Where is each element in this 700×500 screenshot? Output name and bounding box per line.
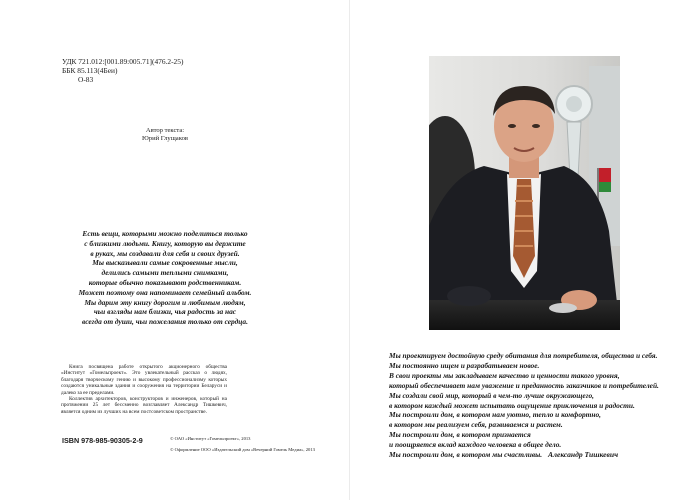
- epigraph-line: которые обычно показывают родственникам.: [88, 277, 242, 287]
- isbn: ISBN 978-985-90305-2-9: [62, 436, 143, 445]
- epigraph-line: делились самыми теплыми снимками,: [101, 268, 229, 278]
- epigraph-line: Мы высказывали самые сокровенные мысли,: [92, 258, 238, 268]
- copyright-line: © ОАО «Институт «Гомельпроект», 2013: [170, 436, 251, 441]
- annotation-paragraph: Коллектив архитекторов, конструкторов и инженеров, который на протяжении 25 лет бессменно возглавляет Александр Тишкевич, является одним из лучших на всем постсоветском пространстве.: [61, 396, 227, 415]
- mission-statement: [389, 351, 689, 460]
- quote-line: Мы построили дом, в котором признается: [389, 430, 531, 440]
- epigraph-line: с близкими людьми. Книгу, которую вы держите: [84, 238, 246, 248]
- bbk-code: ББК 85.113(4Беи): [62, 66, 118, 75]
- portrait-illustration: [429, 56, 620, 330]
- epigraph-line: Может поэтому она напоминает семейный альбом.: [78, 287, 252, 297]
- copyright-line: © Оформление ООО «Издательский дом «Вечерний Гомель Медиа», 2013: [170, 447, 315, 452]
- signature: Александр Тишкевич: [548, 450, 619, 459]
- author-name: Юрий Глущаков: [142, 135, 188, 143]
- quote-line: и поощряется вклад каждого человека в общее дело.: [389, 440, 562, 450]
- portrait-photo: [429, 56, 620, 330]
- epigraph: [60, 229, 270, 327]
- author-label: Автор текста:: [145, 127, 185, 134]
- epigraph-line: чьи взгляды нам близки, чья радость за нас: [93, 307, 237, 317]
- udc-code: УДК 721.012:[001.89:005.71](476.2-25): [62, 57, 184, 66]
- quote-line: Мы создали свой мир, который в чем-то лучше окружающего,: [389, 390, 594, 400]
- epigraph-line: Есть вещи, которыми можно поделиться только: [82, 229, 248, 238]
- catalog-codes: [62, 57, 183, 84]
- quote-line: Мы проектируем достойную среду обитания для потребителя, общества и себя.: [389, 351, 658, 360]
- annotation-paragraph: Книга посвящена работе открытого акционерного общества «Институт «Гомельпроект». Это увлекательный рассказ о людях, благодаря творческому гению и высокому профессионализму которых создаются уникальные здания и сооружения на территории Беларуси и далеко за ее пределами.: [61, 364, 227, 396]
- author-code: О-83: [78, 75, 94, 84]
- quote-line: в котором каждый может испытать ощущение приключения и радости.: [389, 400, 635, 410]
- epigraph-line: в руках, мы создавали для себя и своих друзей.: [90, 248, 240, 258]
- quote-line: В свои проекты мы закладываем качество и ценности такого уровня,: [389, 370, 620, 380]
- quote-line: Мы построили дом, в котором мы счастливы.: [389, 450, 543, 460]
- quote-line: Мы постоянно ищем и разрабатываем новое.: [389, 360, 540, 370]
- quote-line: Мы построили дом, в котором нам уютно, тепло и комфортно,: [389, 410, 602, 420]
- author-credit: [105, 127, 225, 144]
- epigraph-line: всегда от души, чьи пожелания только от сердца.: [82, 317, 248, 327]
- quote-line: в котором мы реализуем себя, развиваемся и растем.: [389, 420, 563, 430]
- book-annotation: [61, 364, 227, 415]
- epigraph-line: Мы дарим эту книгу дорогим и любимым людям,: [84, 297, 246, 307]
- quote-line: который обеспечивает нам уважение и преданность заказчиков и потребителей.: [389, 380, 659, 390]
